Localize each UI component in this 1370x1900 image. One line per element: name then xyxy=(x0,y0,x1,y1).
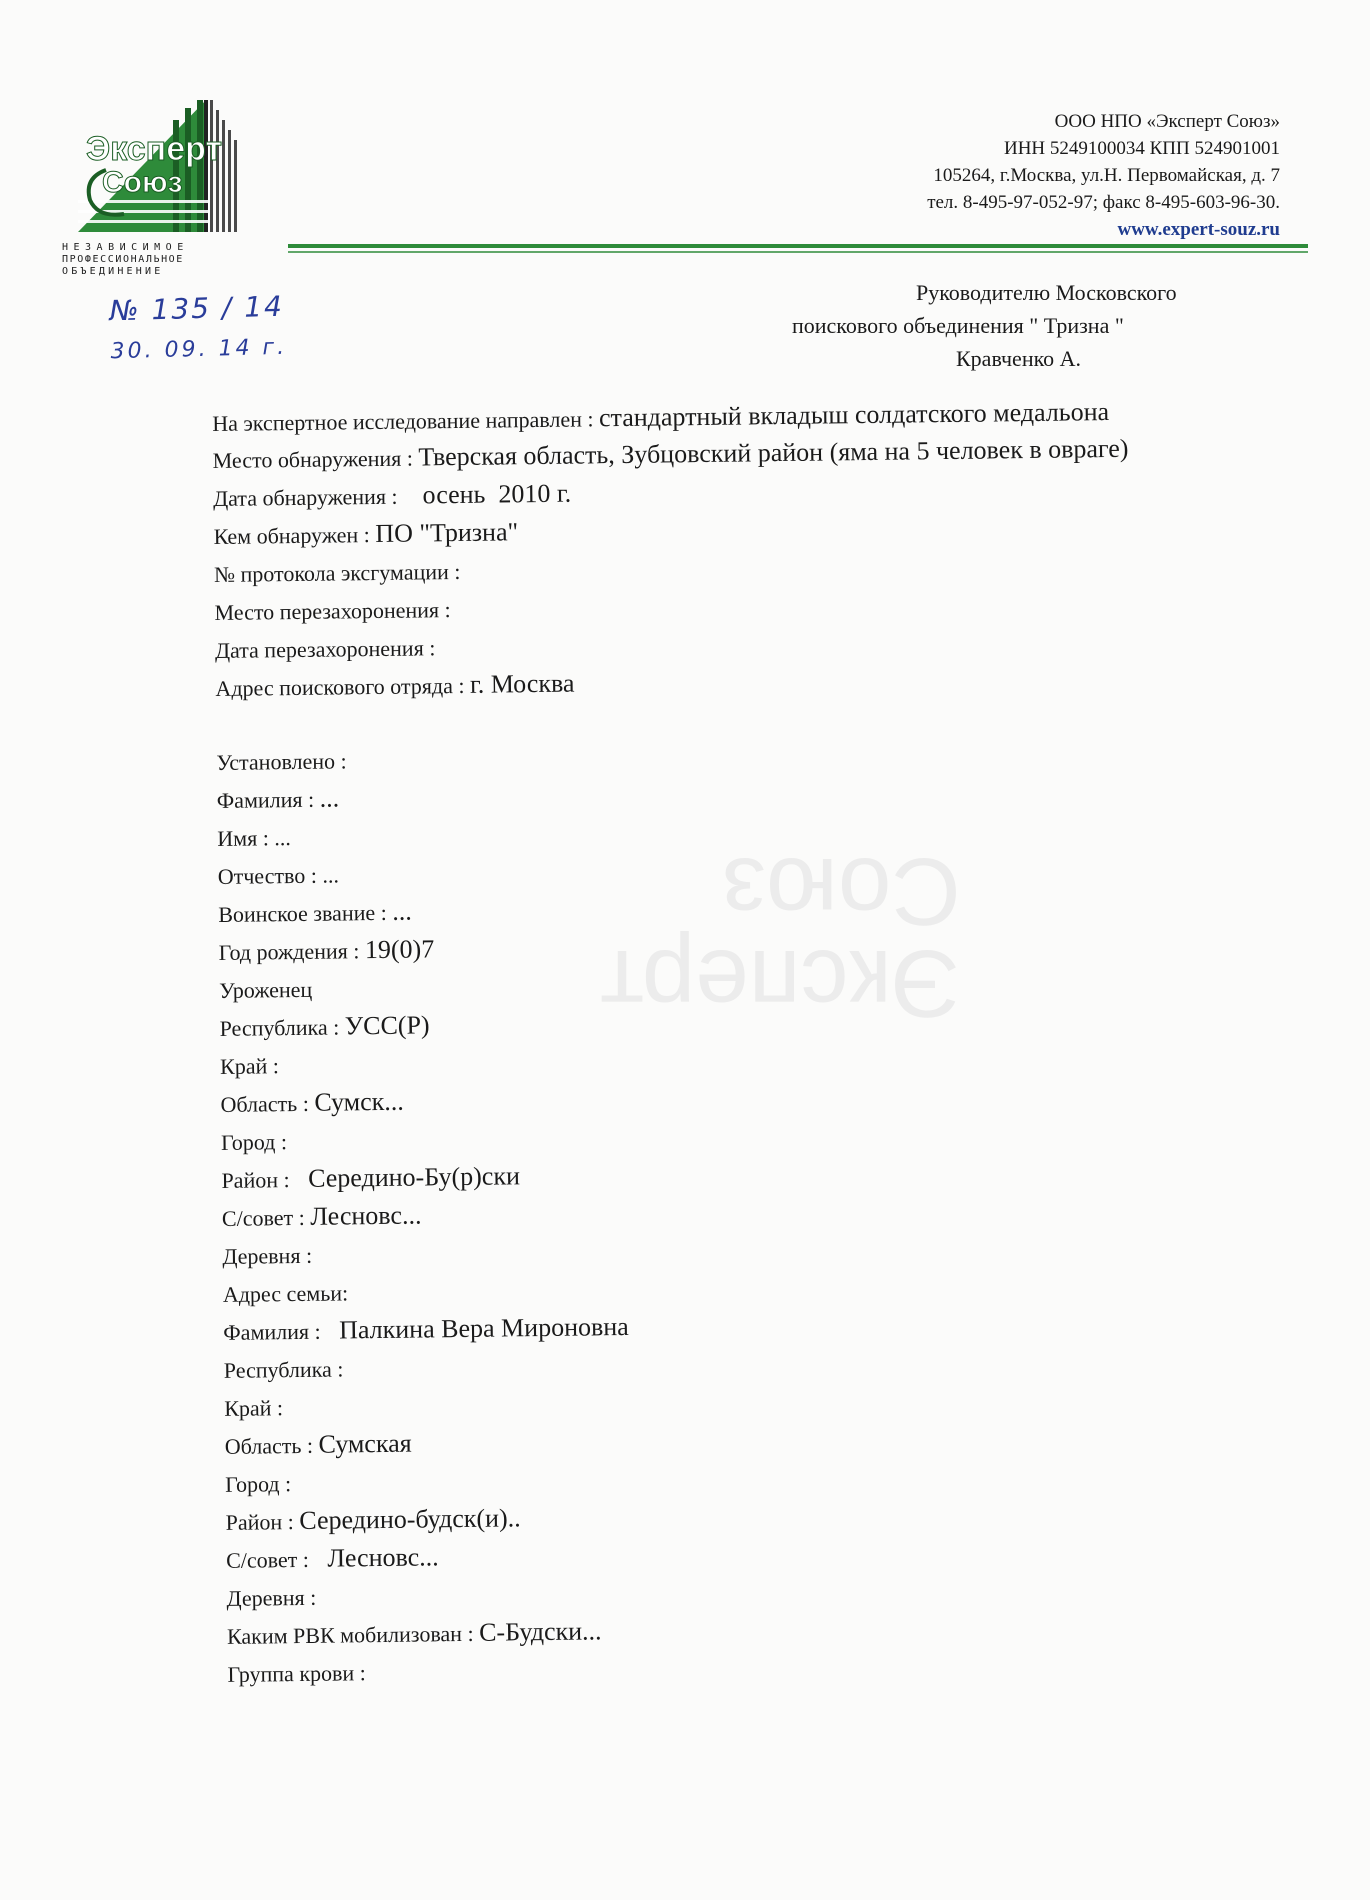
addressee-block xyxy=(792,276,1177,375)
svg-text:ПРОФЕССИОНАЛЬНОЕ: ПРОФЕССИОНАЛЬНОЕ xyxy=(62,254,184,265)
handwritten-number: № 135 / 14 xyxy=(109,289,285,328)
established-row: Отчество : ... xyxy=(217,862,340,889)
established-row: Воинское звание : ... xyxy=(218,896,412,927)
established-row: Фамилия : ... xyxy=(216,783,340,813)
svg-text:Эксперт: Эксперт xyxy=(86,130,223,168)
established-row: Уроженец xyxy=(219,976,313,1003)
org-website-link[interactable]: www.expert-souz.ru xyxy=(1117,219,1280,240)
document-body xyxy=(212,392,1278,1693)
handwritten-reference xyxy=(109,290,287,365)
established-row: Город : xyxy=(225,1471,292,1497)
established-row: Деревня : xyxy=(226,1584,317,1611)
addressee-line3: Кравченко А. xyxy=(956,346,1082,371)
established-row: Каким РВК мобилизован : С-Будски... xyxy=(226,1616,602,1649)
addressee-line1: Руководителю Московского xyxy=(916,280,1177,305)
field-row: Адрес поискового отряда : г. Москва xyxy=(215,668,575,701)
org-inn-kpp: ИНН 5249100034 КПП 524901001 xyxy=(1003,138,1280,159)
established-row: Город : xyxy=(220,1129,288,1155)
field-row: Кем обнаружен : ПО "Тризна" xyxy=(213,517,519,549)
organization-block xyxy=(927,108,1280,243)
expert-soyuz-logo xyxy=(58,100,290,278)
handwritten-date: 30. 09. 14 г. xyxy=(110,334,288,365)
established-row: Край : xyxy=(224,1395,284,1421)
org-phones: тел. 8-495-97-052-97; факс 8-495-603-96-30. xyxy=(927,192,1280,213)
established-row: С/совет : Лесновс... xyxy=(225,1542,439,1573)
svg-text:Союз: Союз xyxy=(102,166,183,199)
established-row: Республика : xyxy=(223,1356,344,1383)
svg-text:НЕЗАВИСИМОЕ: НЕЗАВИСИМОЕ xyxy=(62,242,189,253)
org-address: 105264, г.Москва, ул.Н. Первомайская, д. 7 xyxy=(933,165,1280,186)
addressee-line2: поискового объединения " Тризна " xyxy=(792,313,1124,338)
established-row: Установлено : xyxy=(216,748,347,775)
field-row: № протокола эксгумации : xyxy=(213,558,461,587)
established-row: Район : Середино-будск(и).. xyxy=(225,1503,521,1536)
field-row: На экспертное исследование направлен : стандартный вкладыш солдатского медальона xyxy=(212,397,1110,436)
field-row: Дата обнаружения : осень 2010 г. xyxy=(212,478,572,511)
established-row: Область : Сумск... xyxy=(220,1086,404,1117)
svg-text:ОБЪЕДИНЕНИЕ: ОБЪЕДИНЕНИЕ xyxy=(62,266,164,277)
established-row: Имя : ... xyxy=(217,825,291,851)
field-row: Место перезахоронения : xyxy=(214,597,451,625)
established-row: Фамилия : Палкина Вера Мироновна xyxy=(223,1311,629,1345)
established-row: Край : xyxy=(219,1053,280,1079)
established-row: Область : Сумская xyxy=(224,1428,412,1459)
established-row: Район : Середино-Бу(р)ски xyxy=(221,1161,521,1194)
field-row: Дата перезахоронения : xyxy=(214,635,436,663)
field-row: Место обнаружения : Тверская область, Зубцовский район (яма на 5 человек в овраге) xyxy=(212,433,1129,473)
established-row: Группа крови : xyxy=(227,1660,366,1687)
header-divider xyxy=(288,244,1308,254)
watermark-logo: Эксперт Союз xyxy=(600,838,961,1037)
established-row: Год рождения : 19(0)7 xyxy=(218,934,435,965)
established-row: Республика : УСС(Р) xyxy=(219,1010,430,1041)
org-name: ООО НПО «Эксперт Союз» xyxy=(1054,111,1280,132)
established-row: Адрес семьи: xyxy=(222,1280,349,1307)
established-row: Деревня : xyxy=(222,1242,313,1269)
established-row: С/совет : Лесновс... xyxy=(221,1200,422,1231)
